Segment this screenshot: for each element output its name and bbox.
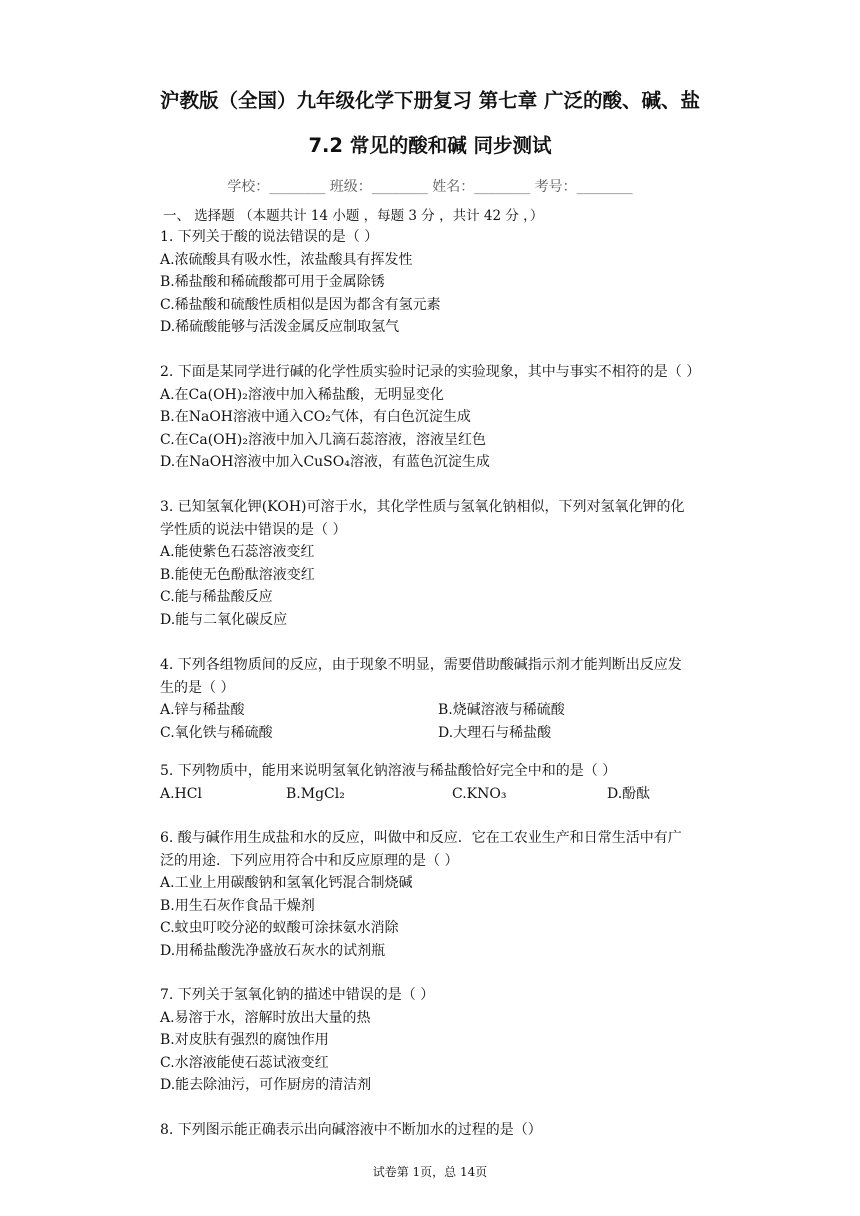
option-a: A.锌与稀盐酸 <box>160 702 245 718</box>
question-stem-line-1: 3. 已知氢氧化钾(KOH)可溶于水，其化学性质与氢氧化钠相似，下列对氢氧化钾的化 <box>160 499 685 515</box>
option-c: C.水溶液能使石蕊试液变红 <box>160 1054 329 1071</box>
question-8 <box>160 1119 750 1142</box>
question-1 <box>160 226 750 339</box>
section-header: 一、 选择题 （本题共计 14 小题 ，每题 3 分 ，共计 42 分 ，） <box>163 208 544 224</box>
student-info-fields: 学校：________ 班级：________ 姓名：________ 考号：________ <box>227 179 633 195</box>
option-d: D.酚酞 <box>607 785 651 802</box>
question-7 <box>160 984 750 1097</box>
option-d: D.用稀盐酸洗净盛放石灰水的试剂瓶 <box>160 942 386 959</box>
option-b: B.对皮肤有强烈的腐蚀作用 <box>160 1032 329 1048</box>
option-d: D.稀硫酸能够与活泼金属反应制取氢气 <box>160 319 400 335</box>
option-a: A.HCl <box>160 785 202 802</box>
option-c: C.氧化铁与稀硫酸 <box>160 724 273 741</box>
option-b: B.能使无色酚酞溶液变红 <box>160 566 315 583</box>
option-c: C.KNO₃ <box>452 785 507 802</box>
question-stem-line-1: 4. 下列各组物质间的反应，由于现象不明显，需要借助酸碱指示剂才能判断出反应发 <box>160 657 682 673</box>
option-a: A.能使紫色石蕊溶液变红 <box>160 544 315 560</box>
option-c: C.稀盐酸和硫酸性质相似是因为都含有氢元素 <box>160 296 441 313</box>
option-c: C.能与稀盐酸反应 <box>160 589 273 605</box>
page-footer: 试卷第 1页，总 14页 <box>372 1165 488 1179</box>
question-stem-line-1: 6. 酸与碱作用生成盐和水的反应，叫做中和反应．它在工农业生产和日常生活中有广 <box>160 830 682 846</box>
option-d: D.在NaOH溶液中加入CuSO₄溶液，有蓝色沉淀生成 <box>160 454 490 470</box>
option-b: B.MgCl₂ <box>286 785 345 802</box>
question-stem-line-2: 学性质的说法中错误的是（ ） <box>160 521 347 538</box>
option-b: B.烧碱溶液与稀硫酸 <box>438 702 565 718</box>
option-c: C.在Ca(OH)₂溶液中加入几滴石蕊溶液，溶液呈红色 <box>160 431 486 448</box>
question-4 <box>160 654 750 744</box>
option-a: A.工业上用碳酸钠和氢氧化钙混合制烧碱 <box>160 875 413 891</box>
option-a: A.浓硫酸具有吸水性，浓盐酸具有挥发性 <box>160 251 413 268</box>
question-stem: 8. 下列图示能正确表示出向碱溶液中不断加水的过程的是（） <box>160 1122 542 1138</box>
option-c: C.蚊虫叮咬分泌的蚁酸可涂抹氨水消除 <box>160 920 399 936</box>
title-line-1: 沪教版（全国）九年级化学下册复习 第七章 广泛的酸、碱、盐 <box>159 89 701 112</box>
question-stem-line-2: 生的是（ ） <box>160 679 235 696</box>
option-d: D.能去除油污，可作厨房的清洁剂 <box>160 1077 372 1093</box>
question-stem-line-2: 泛的用途．下列应用符合中和反应原理的是（ ） <box>160 852 459 869</box>
question-stem: 5. 下列物质中，能用来说明氢氧化钠溶液与稀盐酸恰好完全中和的是（ ） <box>160 763 617 779</box>
option-b: B.稀盐酸和稀硫酸都可用于金属除锈 <box>160 274 385 290</box>
title-line-2: 7.2 常见的酸和碱 同步测试 <box>308 134 552 157</box>
option-d: D.能与二氧化碳反应 <box>160 611 288 628</box>
option-d: D.大理石与稀盐酸 <box>438 724 552 741</box>
question-6 <box>160 827 750 962</box>
question-3 <box>160 496 750 631</box>
question-stem: 7. 下列关于氢氧化钠的描述中错误的是（ ） <box>160 987 435 1003</box>
question-stem: 2. 下面是某同学进行碱的化学性质实验时记录的实验现象，其中与事实不相符的是（ ） <box>160 364 701 380</box>
option-b: B.用生石灰作食品干燥剂 <box>160 897 315 914</box>
question-stem: 1. 下列关于酸的说法错误的是（ ） <box>160 229 379 245</box>
option-a: A.在Ca(OH)₂溶液中加入稀盐酸，无明显变化 <box>160 386 444 403</box>
option-a: A.易溶于水，溶解时放出大量的热 <box>160 1009 371 1026</box>
question-5 <box>160 760 750 805</box>
question-2 <box>160 361 750 474</box>
option-b: B.在NaOH溶液中通入CO₂气体，有白色沉淀生成 <box>160 409 471 425</box>
